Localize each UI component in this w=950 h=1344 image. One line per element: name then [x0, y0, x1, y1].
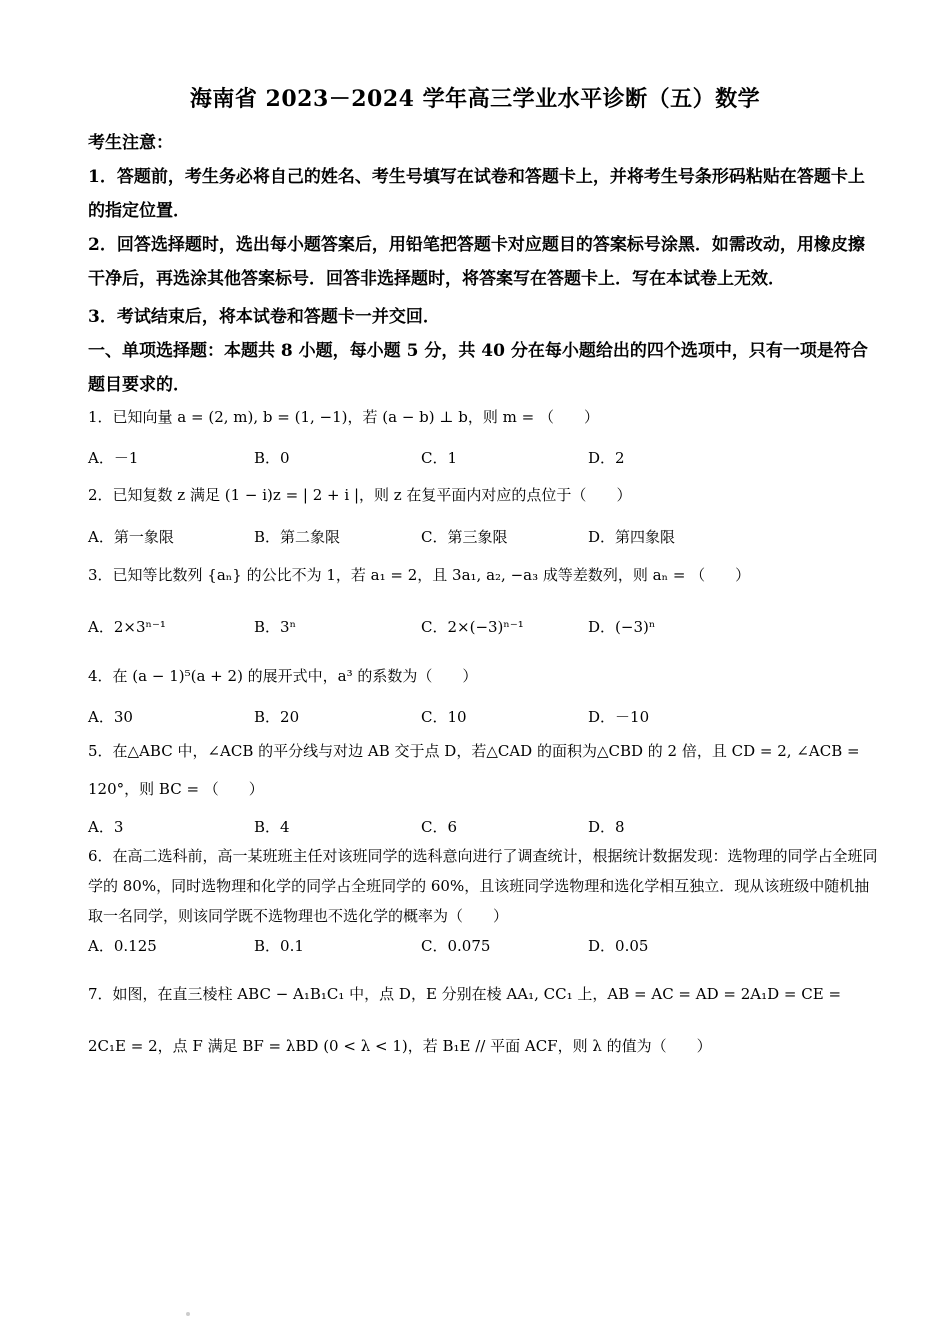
option-b: B．0: [254, 449, 290, 467]
option-a: A．30: [88, 708, 133, 726]
option-a: A．2×3ⁿ⁻¹: [88, 618, 166, 636]
option-c: C．第三象限: [421, 528, 508, 546]
question-3-stem: 3．已知等比数列 {aₙ} 的公比不为 1，若 a₁ = 2，且 3a₁, a₂, −a₃ 成等差数列，则 aₙ = （ ）: [88, 566, 751, 584]
option-b: B．0.1: [254, 937, 304, 955]
notice-item-1: 1．答题前，考生务必将自己的姓名、考生号填写在试卷和答题卡上，并将考生号条形码粘贴在答题卡上的指定位置．: [88, 167, 865, 221]
question-1-stem: 1．已知向量 a = (2, m), b = (1, −1)，若 (a − b) ⊥ b，则 m = （ ）: [88, 408, 599, 426]
page-title: 海南省 2023－2024 学年高三学业水平诊断（五）数学: [189, 86, 761, 112]
question-1-options: [88, 447, 878, 471]
page-marker-dot: [186, 1312, 190, 1316]
option-d: D．2: [588, 449, 625, 467]
question-6-options: [88, 935, 878, 959]
option-b: B．20: [254, 708, 300, 726]
option-c: C．2×(−3)ⁿ⁻¹: [421, 618, 524, 636]
question-5-options: [88, 816, 878, 840]
option-b: B．第二象限: [254, 528, 341, 546]
section-heading: 一、单项选择题：本题共 8 小题，每小题 5 分，共 40 分在每小题给出的四个选项中，只有一项是符合题目要求的．: [88, 341, 868, 395]
question-4-options: [88, 706, 878, 730]
notice-item-3: 3．考试结束后，将本试卷和答题卡一并交回．: [88, 307, 440, 327]
option-b: B．3ⁿ: [254, 618, 297, 636]
option-a: A．－1: [88, 449, 139, 467]
question-3-options: [88, 616, 878, 640]
question-2-stem: 2．已知复数 z 满足 (1 − i)z = | 2 + i |，则 z 在复平面内对应的点位于（ ）: [88, 486, 632, 504]
option-c: C．1: [421, 449, 458, 467]
question-6-stem: 6．在高二选科前，高一某班班主任对该班同学的选科意向进行了调查统计，根据统计数据发现：选物理的同学占全班同学的 80%，同时选物理和化学的同学占全班同学的 60%，且该班同学选物理和选化学相互独立．现从该班级中随机抽取一名同学，则该同学既不选物理也不选化学的概率为（ ）: [88, 847, 878, 925]
option-d: D．－10: [588, 708, 650, 726]
option-d: D．0.05: [588, 937, 649, 955]
option-a: A．3: [88, 818, 124, 836]
option-d: D．(−3)ⁿ: [588, 618, 656, 636]
option-c: C．0.075: [421, 937, 491, 955]
question-4-stem: 4．在 (a − 1)⁵(a + 2) 的展开式中，a³ 的系数为（ ）: [88, 667, 478, 685]
option-c: C．10: [421, 708, 467, 726]
option-a: A．第一象限: [88, 528, 174, 546]
option-d: D．第四象限: [588, 528, 676, 546]
option-b: B．4: [254, 818, 290, 836]
question-5-stem: 5．在△ABC 中，∠ACB 的平分线与对边 AB 交于点 D，若△CAD 的面积为△CBD 的 2 倍，且 CD = 2, ∠ACB = 120°，则 BC = （ ）: [88, 742, 860, 798]
notice-heading: 考生注意：: [88, 133, 173, 153]
option-a: A．0.125: [88, 937, 157, 955]
question-2-options: [88, 526, 878, 550]
option-c: C．6: [421, 818, 458, 836]
notice-item-2: 2．回答选择题时，选出每小题答案后，用铅笔把答题卡对应题目的答案标号涂黑．如需改动，用橡皮擦干净后，再选涂其他答案标号．回答非选择题时，将答案写在答题卡上．写在本试卷上无效．: [88, 235, 865, 289]
option-d: D．8: [588, 818, 625, 836]
question-7-stem: 7．如图，在直三棱柱 ABC − A₁B₁C₁ 中，点 D，E 分别在棱 AA₁, CC₁ 上，AB = AC = AD = 2A₁D = CE = 2C₁E = 2，点 F 满足 BF = λBD (0 < λ < 1)，若 B₁E // 平面 ACF，则 λ 的值为（ ）: [88, 985, 842, 1055]
